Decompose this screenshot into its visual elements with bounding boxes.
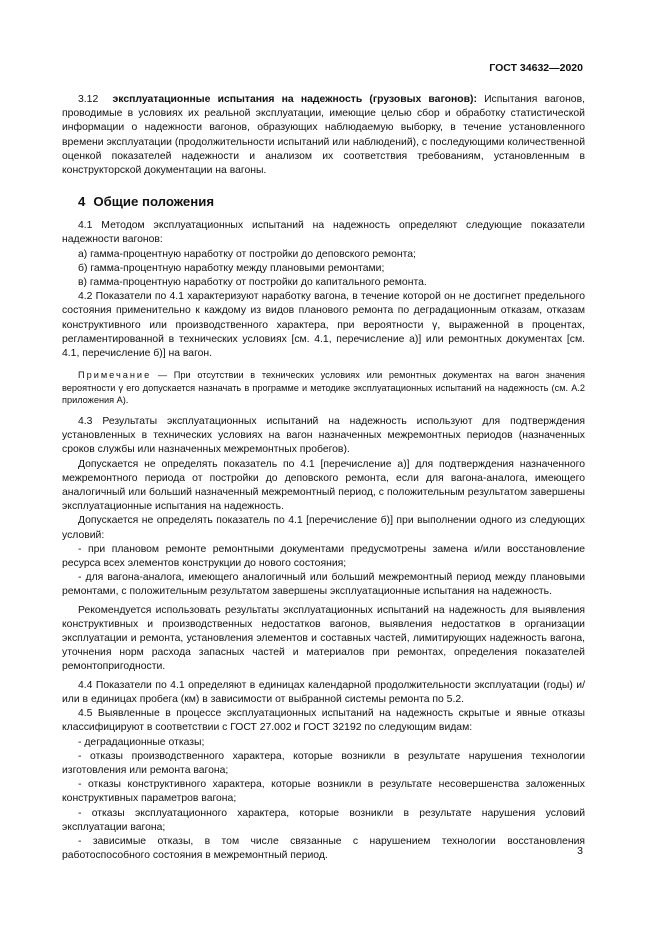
list-item-condition-2: - для вагона-аналога, имеющего аналогичный или больший межремонтный период между плановыми ремонтами, с положительным результатом завершены эксплуатационные испытания на надежность. — [62, 572, 585, 598]
paragraph-4-4: 4.4 Показатели по 4.1 определяют в единицах календарной продолжительности эксплуатации (годы) и/или в единицах пробега (км) в зависимости от выбранной системы ремонта по 5.2. — [62, 679, 585, 705]
list-item-failure-2: - отказы производственного характера, которые возникли в результате нарушения технологии изготовления или ремонта вагона; — [62, 750, 585, 776]
note-label: Примечание — [78, 370, 152, 381]
paragraph-4-3-b: Допускается не определять показатель по 4.1 [перечисление а)] для подтверждения назначенного межремонтного периода от постройки до деповского ремонта, если для вагона-аналога, имеющего аналогичный или больший назначенный межремонтный период, с положительным результатом завершены эксплуатационные испытания на надежность. — [62, 458, 585, 513]
section-title: Общие положения — [93, 194, 215, 210]
list-item-failure-4: - отказы эксплуатационного характера, которые возникли в результате нарушения условий эксплуатации вагона; — [62, 807, 585, 833]
paragraph-4-3-c: Допускается не определять показатель по 4.1 [перечисление б)] при выполнении одного из следующих условий: — [62, 515, 585, 541]
term-name: эксплуатационные испытания на надежность (грузовых вагонов): — [112, 94, 477, 105]
list-item-failure-1: - деградационные отказы; — [78, 736, 205, 748]
paragraph-4-5: 4.5 Выявленные в процессе эксплуатационных испытаний на надежность скрытые и явные отказы классифицируют в соответствии с ГОСТ 27.002 и ГОСТ 32192 по следующим видам: — [62, 708, 585, 734]
paragraph-4-3: 4.3 Результаты эксплуатационных испытаний на надежность используют для подтверждения установленных в технических условиях на вагон назначенных межремонтных периодов (назначенных сроков службы или назначенных межремонтных пробегов). — [62, 416, 585, 456]
section-number: 4 — [78, 194, 86, 210]
term-number: 3.12 — [78, 94, 99, 105]
standard-header: ГОСТ 34632—2020 — [489, 62, 583, 74]
page-number: 3 — [577, 845, 583, 857]
list-item-b: б) гамма-процентную наработку между плановыми ремонтами; — [78, 262, 385, 274]
section-heading — [62, 194, 585, 210]
list-item-a: а) гамма-процентную наработку от постройки до деповского ремонта; — [78, 248, 416, 260]
list-item-failure-3: - отказы конструктивного характера, которые возникли в результате несовершенства заложенных конструктивных параметров вагона; — [62, 779, 585, 805]
list-item-failure-5: - зависимые отказы, в том числе связанные с нарушением технологии восстановления работоспособного состояния в межремонтный период. — [62, 835, 585, 862]
list-item-condition-1: - при плановом ремонте ремонтными документами предусмотрены замена и/или восстановление ресурса всех элементов конструкции до нового состояния; — [62, 543, 585, 570]
note-text: — При отсутствии в технических условиях или ремонтных документах на вагон значения вероятности γ его допускается назначать в программе и методике эксплуатационных испытаний на надежность (см. А.2 приложения А). — [62, 370, 585, 406]
paragraph-4-1: 4.1 Методом эксплуатационных испытаний на надежность определяют следующие показатели надежности вагонов: — [62, 220, 585, 246]
paragraph-4-3-d: Рекомендуется использовать результаты эксплуатационных испытаний на надежность для выявления конструктивных и производственных недостатков вагонов, выявления недостатков в организации эксплуатации и ремонта, установления элементов и составных частей, лимитирующих надежность вагона, уточнения норм расхода запасных частей и материалов при ремонтах, определения показателей ремонтопригодности. — [62, 604, 585, 673]
term-definition — [62, 93, 585, 178]
list-item-c: в) гамма-процентную наработку от постройки до капитального ремонта. — [78, 277, 427, 289]
paragraph-4-2: 4.2 Показатели по 4.1 характеризуют наработку вагона, в течение которой он не достигнет предельного состояния применительно к каждому из видов планового ремонта по деградационным отказам, отказам конструктивного или производственного характера, при вероятности γ, выраженной в процентах, регламентированной в технических условиях [см. 4.1, перечисление а)] или ремонтных документах [см. 4.1, перечисление б)] на вагон. — [62, 291, 585, 360]
term-text: Испытания вагонов, проводимые в условиях их реальной эксплуатации, имеющие целью сбор и обработку статистической информации о надежности вагонов, образующих наблюдаемую выборку, в течение установленного времени эксплуатации (продолжительности испытаний или наблюдений), с последующими количественной оценкой показателей надежности и анализом их соответствия требованиям, установленным в конструкторской документации на вагоны. — [62, 94, 585, 177]
document-body — [62, 93, 585, 863]
note — [62, 369, 585, 407]
